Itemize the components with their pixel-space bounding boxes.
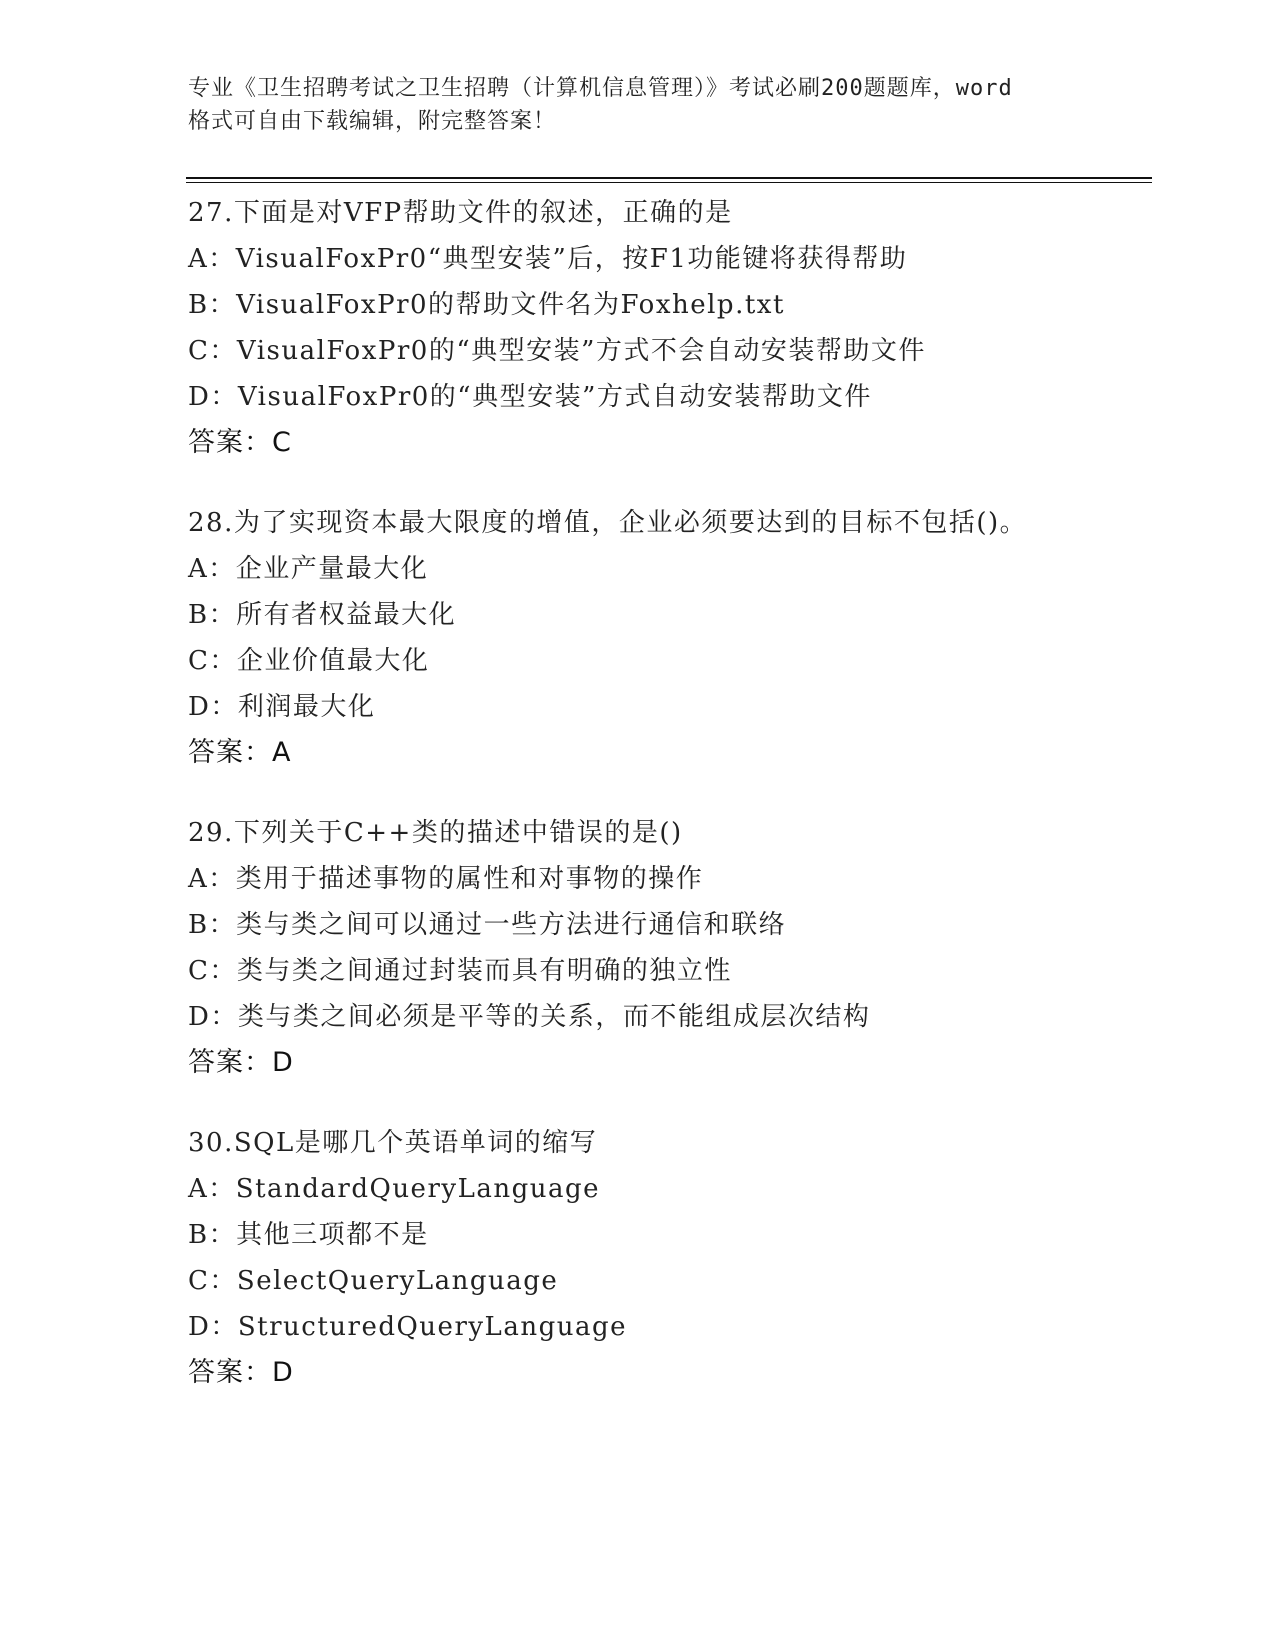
question-stem: 30.SQL是哪几个英语单词的缩写 <box>188 1128 598 1158</box>
answer-label: 答案：D <box>188 1047 294 1078</box>
option-b: B：VisualFoxPr0的帮助文件名为Foxhelp.txt <box>188 290 785 320</box>
question-stem: 28.为了实现资本最大限度的增值，企业必须要达到的目标不包括()。 <box>188 508 1028 538</box>
option-d: D：利润最大化 <box>188 692 376 722</box>
question-28 <box>188 500 1188 776</box>
question-29 <box>188 810 1188 1086</box>
question-30 <box>188 1120 1188 1396</box>
option-d: D：VisualFoxPr0的“典型安装”方式自动安装帮助文件 <box>188 382 872 412</box>
option-b: B：其他三项都不是 <box>188 1220 429 1250</box>
document-header <box>188 72 1088 138</box>
question-stem: 27.下面是对VFP帮助文件的叙述，正确的是 <box>188 198 733 228</box>
option-c: C：VisualFoxPr0的“典型安装”方式不会自动安装帮助文件 <box>188 336 926 366</box>
header-line-2: 格式可自由下载编辑，附完整答案！ <box>188 109 557 134</box>
option-a: A：类用于描述事物的属性和对事物的操作 <box>188 864 704 894</box>
question-stem: 29.下列关于C++类的描述中错误的是() <box>188 818 683 848</box>
option-b: B：所有者权益最大化 <box>188 600 457 630</box>
option-c: C：类与类之间通过封装而具有明确的独立性 <box>188 956 732 986</box>
option-a: A：VisualFoxPr0“典型安装”后，按F1功能键将获得帮助 <box>188 244 908 274</box>
header-divider-thick <box>186 177 1152 179</box>
option-c: C：SelectQueryLanguage <box>188 1266 559 1296</box>
option-a: A：StandardQueryLanguage <box>188 1174 600 1204</box>
option-c: C：企业价值最大化 <box>188 646 430 676</box>
option-d: D：StructuredQueryLanguage <box>188 1312 627 1342</box>
option-b: B：类与类之间可以通过一些方法进行通信和联络 <box>188 910 787 940</box>
question-list <box>188 190 1188 1430</box>
header-line-1: 专业《卫生招聘考试之卫生招聘（计算机信息管理）》考试必刷200题题库，word <box>188 76 1013 101</box>
answer-label: 答案：D <box>188 1357 294 1388</box>
answer-label: 答案：C <box>188 427 292 458</box>
option-d: D：类与类之间必须是平等的关系，而不能组成层次结构 <box>188 1002 871 1032</box>
question-27 <box>188 190 1188 466</box>
option-a: A：企业产量最大化 <box>188 554 429 584</box>
answer-label: 答案：A <box>188 737 292 768</box>
header-divider-thin <box>186 182 1152 183</box>
